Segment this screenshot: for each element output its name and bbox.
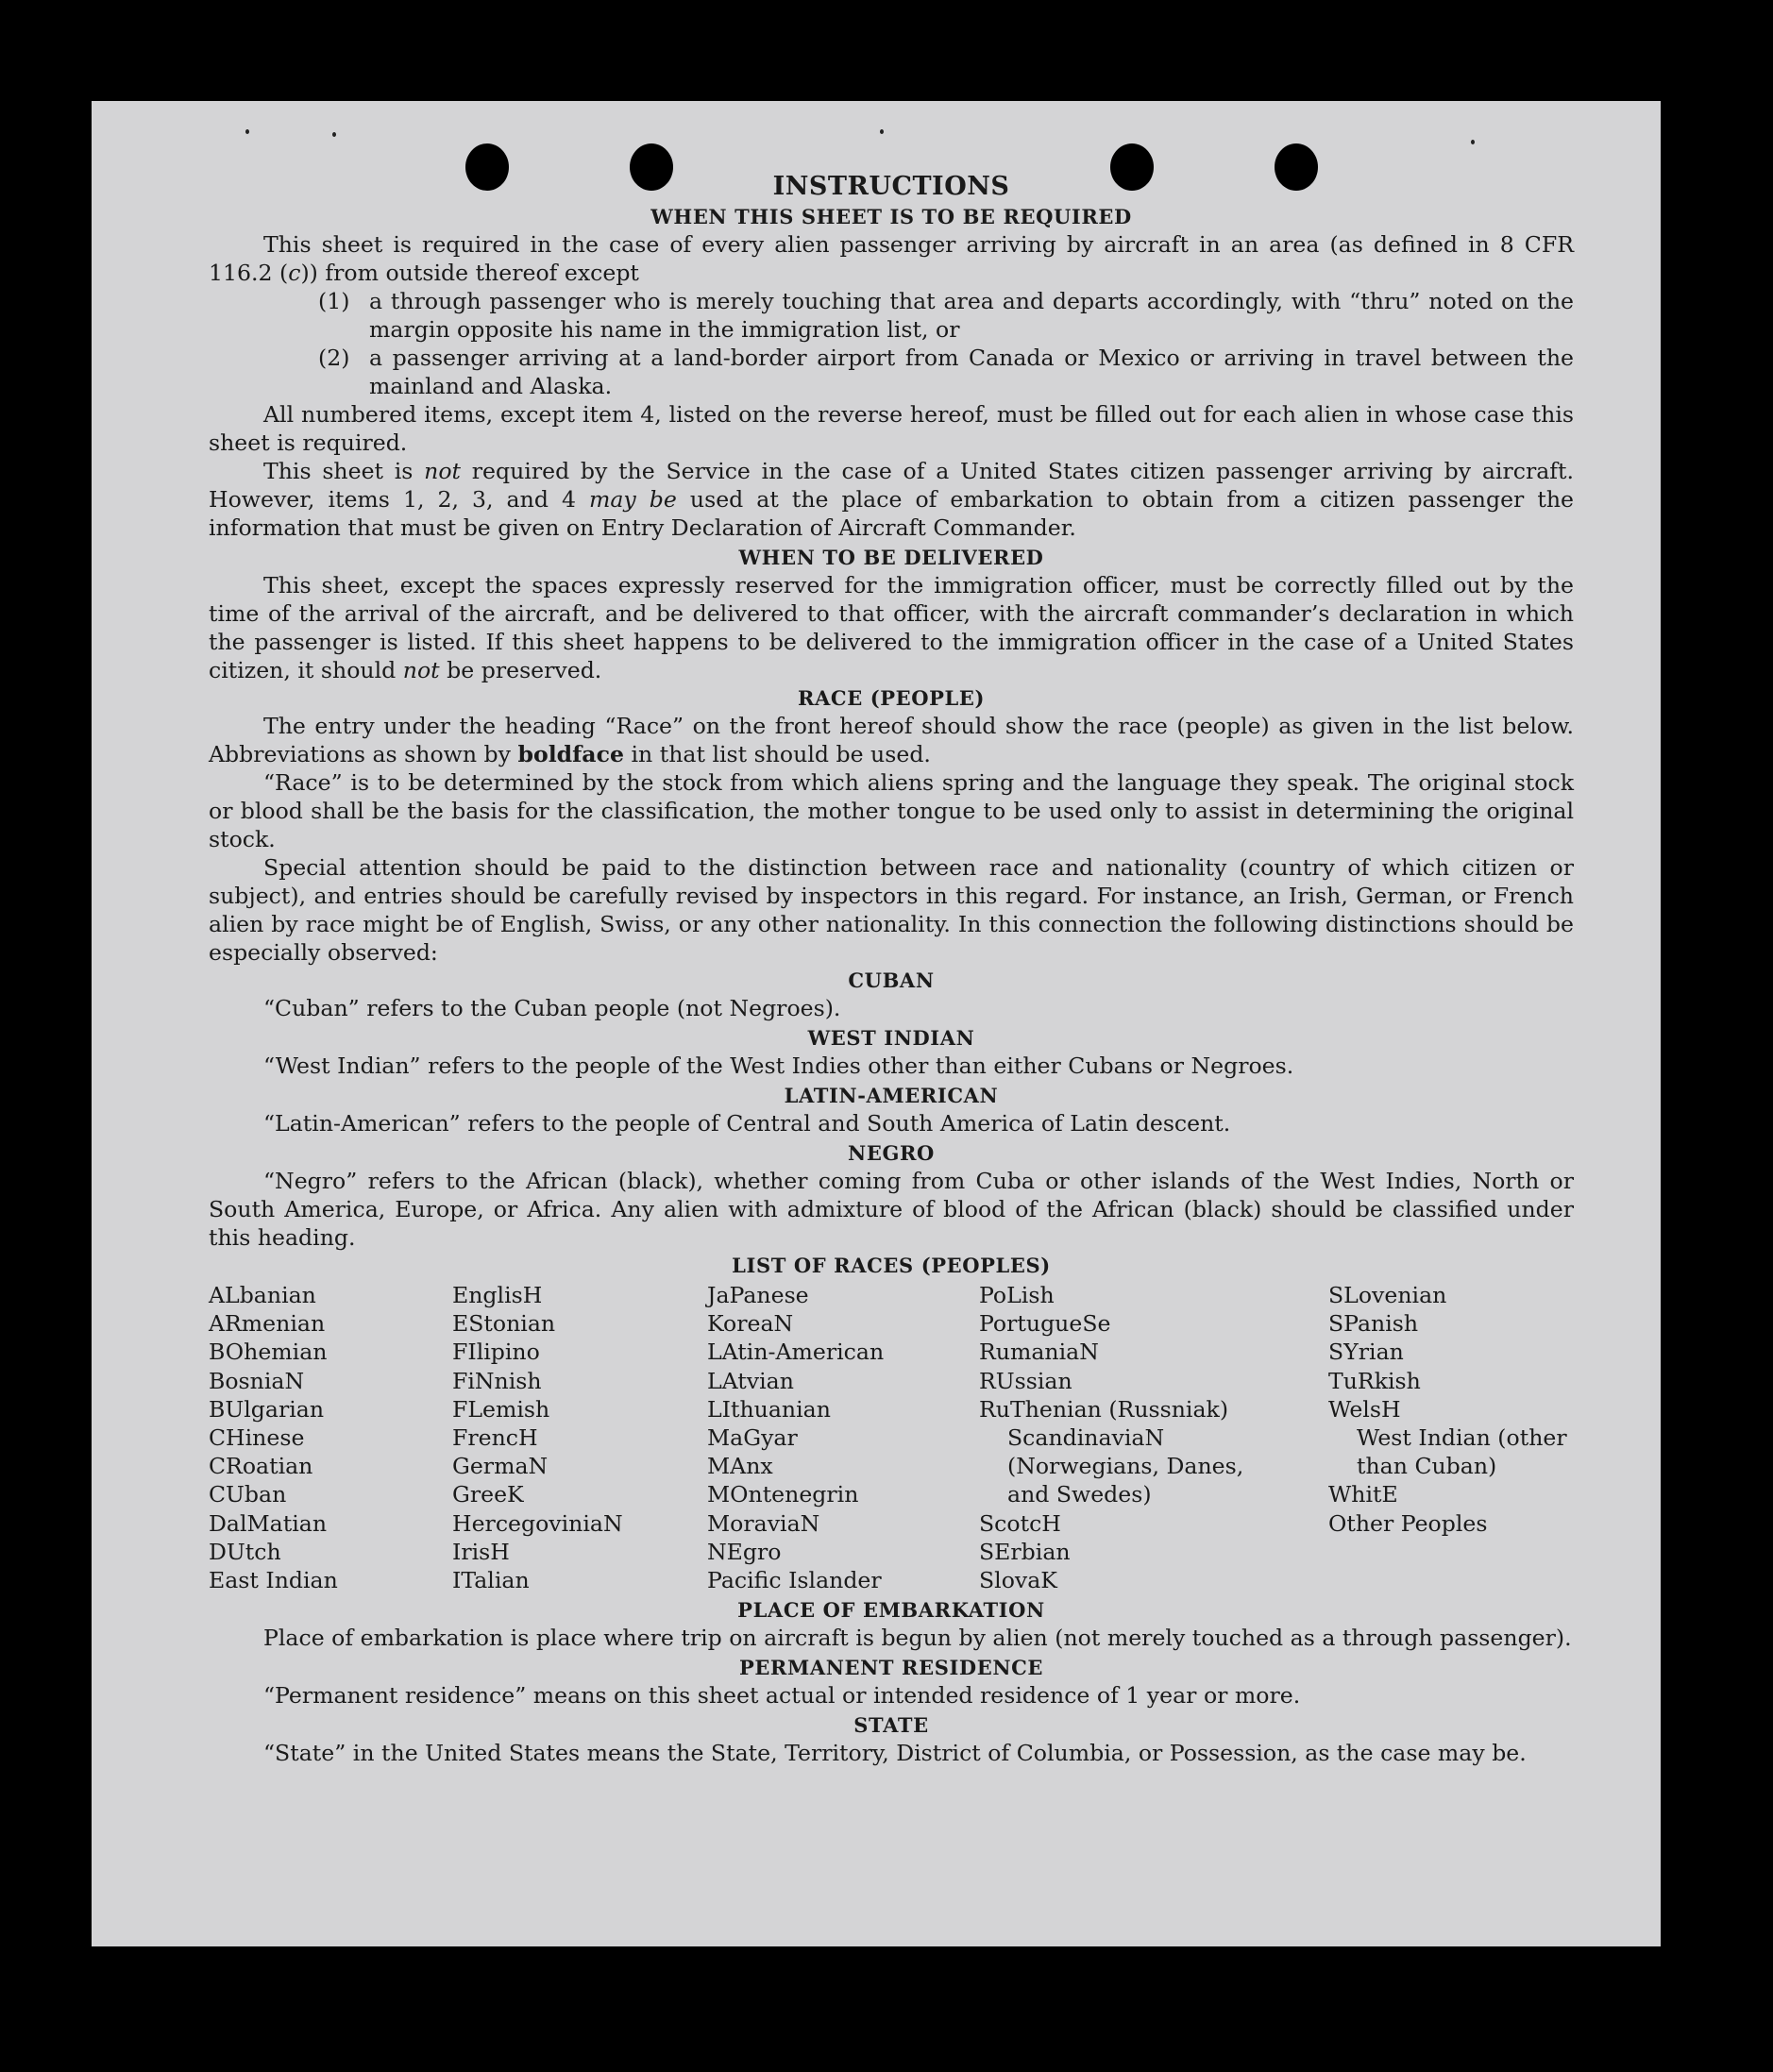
speck xyxy=(245,129,249,134)
cuban-text: “Cuban” refers to the Cuban people (not Negroes). xyxy=(263,995,841,1021)
numbered-items-paragraph: All numbered items, except item 4, listed on the reverse hereof, must be filled out for each alien in whose case this sheet is required. xyxy=(209,401,1574,456)
race-entry: WhitE xyxy=(1328,1481,1398,1508)
race-entry: NEgro xyxy=(707,1538,782,1565)
race-entry: HercegoviniaN xyxy=(452,1509,623,1537)
west-indian-text: “West Indian” refers to the people of the West Indies other than either Cubans or Negroes. xyxy=(263,1053,1294,1079)
race-entry: PortugueSe xyxy=(979,1310,1111,1338)
state-text: “State” in the United States means the State, Territory, District of Columbia, or Possession, as the case may be. xyxy=(263,1740,1527,1767)
race-entry: MaGyar xyxy=(707,1424,798,1452)
exception-item: (1) a through passenger who is merely touching that area and departs accordingly, with “thru” noted on the margin opposite his name in the immigration list, or xyxy=(318,288,1574,343)
heading-permanent-residence: PERMANENT RESIDENCE xyxy=(738,1656,1044,1680)
speck xyxy=(1471,140,1475,144)
race-entry: IrisH xyxy=(452,1538,510,1565)
race-entry: SlovaK xyxy=(979,1567,1057,1594)
embarkation-text: Place of embarkation is place where trip on aircraft is begun by alien (not merely touched as a through passenger). xyxy=(263,1625,1572,1652)
race-entry: SErbian xyxy=(979,1538,1071,1565)
race-entry: SYrian xyxy=(1328,1339,1404,1366)
race-entry: GreeK xyxy=(452,1481,524,1508)
races-column-3 xyxy=(707,1281,979,1594)
punch-hole xyxy=(630,143,673,191)
instruction-sheet xyxy=(92,101,1661,1946)
race-entry: TuRkish xyxy=(1328,1367,1421,1394)
race-entry: CUban xyxy=(209,1481,287,1508)
race-entry: West Indian (other than Cuban) xyxy=(1357,1424,1567,1480)
exception-item: (2) a passenger arriving at a land-border airport from Canada or Mexico or arriving in travel between the mainland and Alaska. xyxy=(318,345,1574,399)
race-paragraph-1: The entry under the heading “Race” on the front hereof should show the race (people) as given in the list below. Abbreviations as shown by boldface in that list should be used. xyxy=(209,713,1574,767)
race-entry: BosniaN xyxy=(209,1367,305,1394)
punch-hole xyxy=(1110,143,1154,191)
punch-hole xyxy=(465,143,509,191)
heading-place-of-embarkation: PLACE OF EMBARKATION xyxy=(737,1598,1045,1623)
race-entry: LIthuanian xyxy=(707,1395,831,1423)
race-entry: FLemish xyxy=(452,1395,550,1423)
race-entry: RumaniaN xyxy=(979,1339,1099,1366)
races-list xyxy=(209,1281,1574,1594)
race-entry: SPanish xyxy=(1328,1310,1419,1338)
race-entry: ALbanian xyxy=(209,1282,316,1308)
race-entry: GermaN xyxy=(452,1453,549,1480)
races-column-2 xyxy=(452,1281,707,1594)
race-entry: DUtch xyxy=(209,1538,281,1565)
race-entry: EStonian xyxy=(452,1310,556,1338)
heading-when-delivered: WHEN TO BE DELIVERED xyxy=(738,546,1044,569)
race-entry: MOntenegrin xyxy=(707,1481,859,1508)
delivered-paragraph: This sheet, except the spaces expressly reserved for the immigration officer, must be correctly filled out by the time of the arrival of the aircraft, and be delivered to that officer, with the aircraft commander’s declaration in which the passenger is listed. If this sheet happens to be delivered to the immigration officer in the case of a United States citizen, it should not be preserved. xyxy=(209,572,1574,683)
race-entry: LAtvian xyxy=(707,1367,794,1394)
race-entry: LAtin-American xyxy=(707,1339,885,1366)
negro-text: “Negro” refers to the African (black), whether coming from Cuba or other islands of the West Indies, North or South America, Europe, or Africa. Any alien with admixture of blood of the African (black) should be classified under this heading. xyxy=(209,1168,1574,1251)
race-entry: East Indian xyxy=(209,1567,338,1594)
heading-negro: NEGRO xyxy=(848,1141,935,1165)
races-column-5 xyxy=(1328,1281,1593,1594)
race-entry: MAnx xyxy=(707,1453,773,1480)
race-entry: ScandinaviaN (Norwegians, Danes, and Swedes) xyxy=(1007,1424,1244,1508)
speck xyxy=(332,132,336,137)
race-entry: CRoatian xyxy=(209,1453,313,1480)
race-entry: RUssian xyxy=(979,1367,1072,1394)
page-title: INSTRUCTIONS xyxy=(772,172,1010,201)
race-paragraph-2: “Race” is to be determined by the stock from which aliens spring and the language they speak. The original stock or blood shall be the basis for the classification, the mother tongue to be used only to assist in determining the original stock. xyxy=(209,769,1574,852)
required-intro: This sheet is required in the case of every alien passenger arriving by aircraft in an area (as defined in 8 CFR 116.2 (c)) from outside thereof except xyxy=(209,231,1574,286)
race-entry: FIlipino xyxy=(452,1339,540,1366)
heading-west-indian: WEST INDIAN xyxy=(807,1026,975,1050)
citizen-paragraph: This sheet is not required by the Service in the case of a United States citizen passenger arriving by aircraft. However, items 1, 2, 3, and 4 may be used at the place of embarkation to obtain from a citizen passenger the information that must be given on Entry Declaration of Aircraft Commander. xyxy=(209,458,1575,541)
race-entry: ScotcH xyxy=(979,1509,1061,1537)
residence-text: “Permanent residence” means on this sheet actual or intended residence of 1 year or more. xyxy=(263,1682,1301,1710)
race-entry: SLovenian xyxy=(1328,1282,1447,1308)
race-entry: CHinese xyxy=(209,1424,305,1452)
race-entry: DalMatian xyxy=(209,1509,328,1537)
speck xyxy=(880,129,884,134)
race-entry: EnglisH xyxy=(452,1282,543,1308)
punch-hole xyxy=(1275,143,1318,191)
heading-state: STATE xyxy=(853,1713,929,1738)
race-entry: PoLish xyxy=(979,1282,1055,1308)
race-entry: FiNnish xyxy=(452,1367,542,1394)
race-entry: MoraviaN xyxy=(707,1509,820,1537)
race-entry: WelsH xyxy=(1328,1395,1401,1423)
race-entry: ITalian xyxy=(452,1567,530,1594)
race-entry: Other Peoples xyxy=(1328,1509,1488,1537)
race-entry: Pacific Islander xyxy=(707,1567,882,1594)
heading-list-of-races: LIST OF RACES (PEOPLES) xyxy=(732,1254,1051,1277)
race-entry: ARmenian xyxy=(209,1310,326,1338)
latin-american-text: “Latin-American” refers to the people of Central and South America of Latin descent. xyxy=(263,1110,1231,1137)
race-entry: BOhemian xyxy=(209,1339,328,1366)
races-column-1 xyxy=(209,1281,452,1594)
race-entry: RuThenian (Russniak) xyxy=(979,1395,1229,1423)
heading-race: RACE (PEOPLE) xyxy=(797,686,986,710)
heading-when-required: WHEN THIS SHEET IS TO BE REQUIRED xyxy=(650,205,1132,228)
race-entry: FrencH xyxy=(452,1424,538,1452)
heading-latin-american: LATIN-AMERICAN xyxy=(784,1084,999,1107)
race-paragraph-3: Special attention should be paid to the distinction between race and nationality (country of which citizen or subject), and entries should be carefully revised by inspectors in this regard. For instance, an Irish, German, or French alien by race might be of English, Swiss, or any other nationality. In this connection the following distinctions should be especially observed: xyxy=(209,854,1574,966)
heading-cuban: CUBAN xyxy=(848,969,935,992)
race-entry: KoreaN xyxy=(707,1310,794,1338)
races-column-4 xyxy=(979,1281,1328,1594)
race-entry: JaPanese xyxy=(707,1282,809,1308)
race-entry: BUlgarian xyxy=(209,1395,325,1423)
